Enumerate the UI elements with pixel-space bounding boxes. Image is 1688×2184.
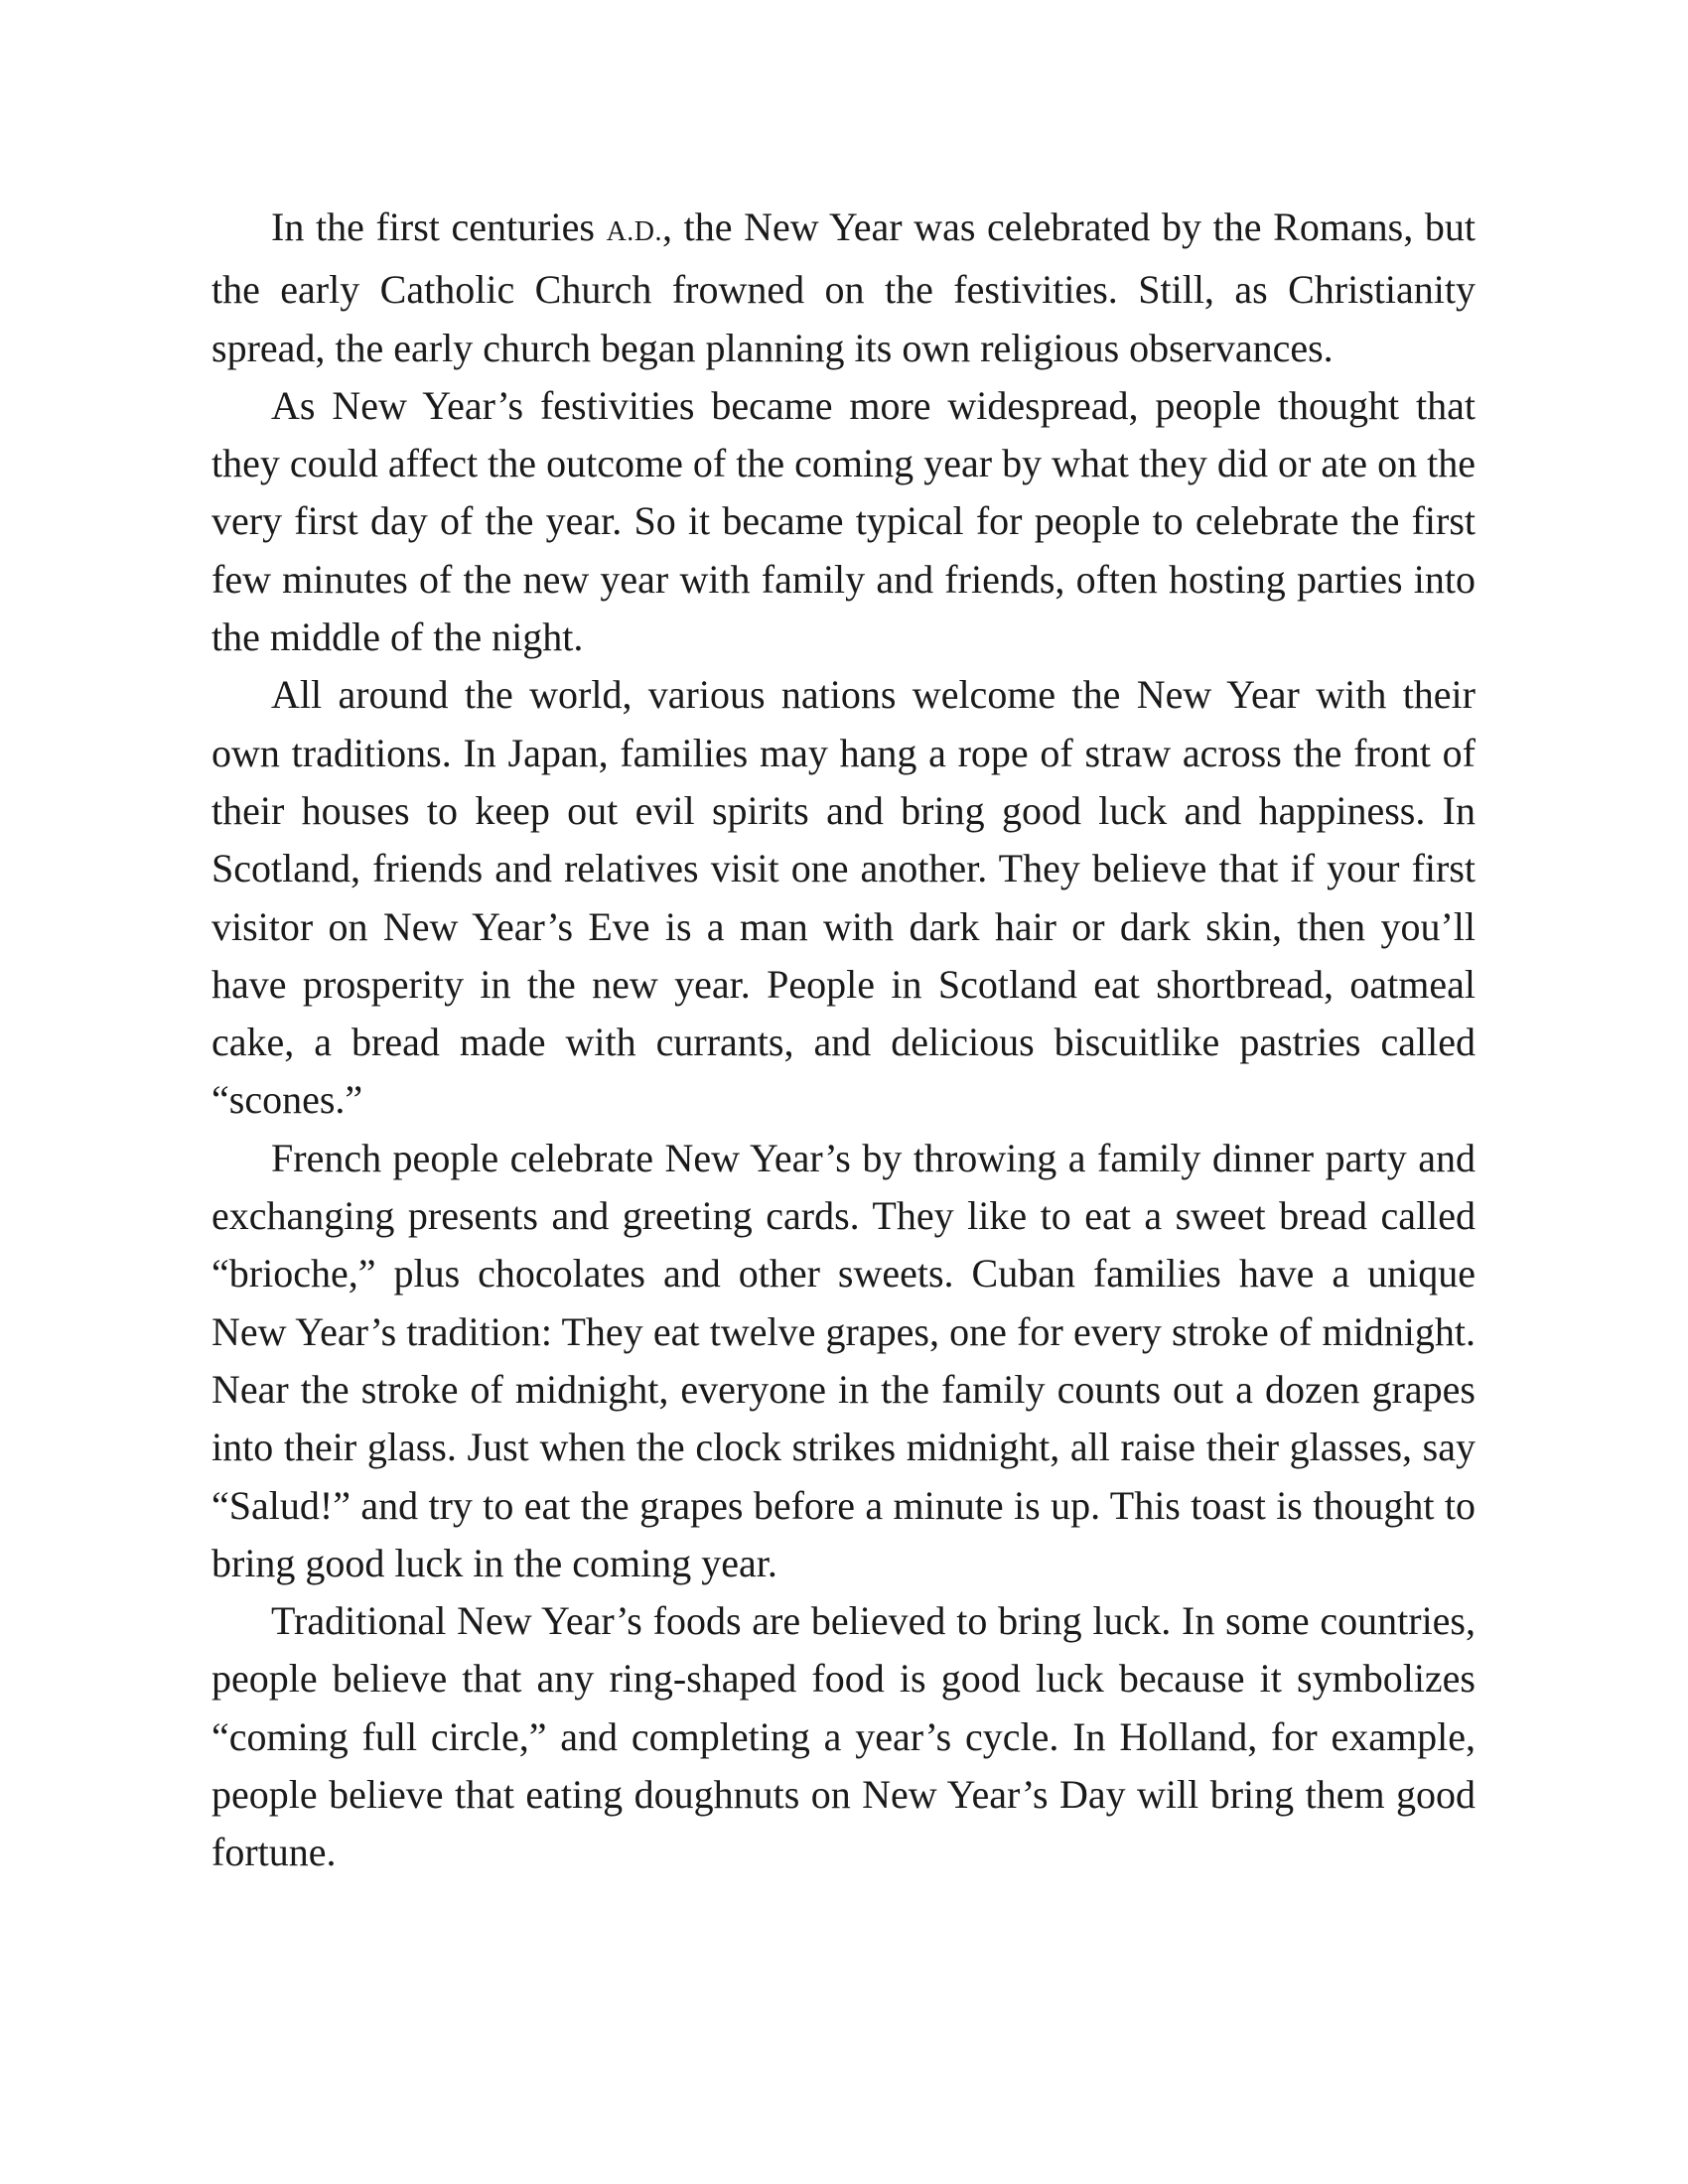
document-page bbox=[211, 199, 1476, 1882]
paragraph-romans bbox=[211, 199, 1476, 377]
era-abbreviation: A.D. bbox=[606, 216, 663, 247]
paragraph-romans-lead: In the first centuries bbox=[271, 205, 607, 249]
paragraph-france-cuba: French people celebrate New Year’s by throwing a family dinner party and exchanging presents and greeting cards. They like to eat a sweet bread called “brioche,” plus chocolates and other sweets. Cuban families have a unique New Year’s tradition: They eat twelve grapes, one for every stroke of midnight. Near the stroke of midnight, everyone in the family counts out a dozen grapes into their glass. Just when the clock strikes midnight, all raise their glasses, say “Salud!” and try to eat the grapes before a minute is up. This toast is thought to bring good luck in the coming year. bbox=[211, 1135, 1476, 1585]
paragraph-lucky-foods: Traditional New Year’s foods are believed to bring luck. In some countries, people believe that any ring-shaped food is good luck because it symbolizes “coming full circle,” and completing a year’s cycle. In Holland, for example, people believe that eating doughnuts on New Year’s Day will bring them good fortune. bbox=[211, 1598, 1476, 1875]
paragraph-world-traditions: All around the world, various nations welcome the New Year with their own traditions. In Japan, families may hang a rope of straw across the front of their houses to keep out evil spirits and bring good luck and happiness. In Scotland, friends and relatives visit one another. They believe that if your first visitor on New Year’s Eve is a man with dark hair or dark skin, then you’ll have prosperity in the new year. People in Scotland eat shortbread, oatmeal cake, a bread made with currants, and delicious biscuitlike pastries called “scones.” bbox=[211, 672, 1476, 1123]
paragraph-romans-body: , the New Year was celebrated by the Romans, but the early Catholic Church frowned on the festivities. Still, as Christianity spread, the early church began planning its own religious observances. bbox=[211, 205, 1476, 370]
paragraph-festivities: As New Year’s festivities became more widespread, people thought that they could affect the outcome of the coming year by what they did or ate on the very first day of the year. So it became typical for people to celebrate the first few minutes of the new year with family and friends, often hosting parties into the middle of the night. bbox=[211, 382, 1476, 660]
